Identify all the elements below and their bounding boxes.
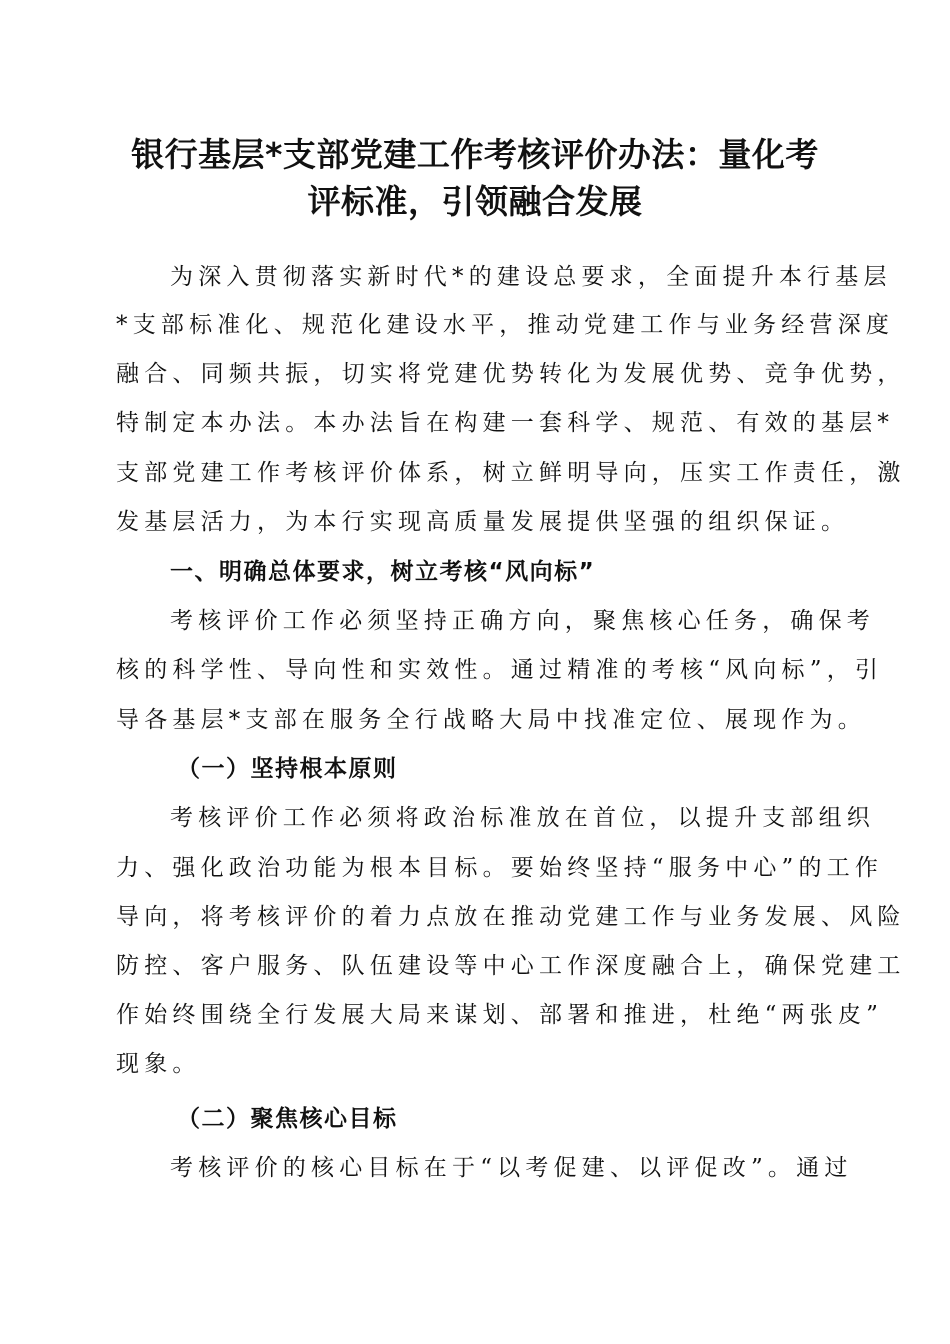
subsection-1-line-6: 现象。 xyxy=(116,1051,201,1077)
intro-line-6: 发基层活力，为本行实现高质量发展提供坚强的组织保证。 xyxy=(116,509,850,535)
subsection-1-line-1: 考核评价工作必须将政治标准放在首位，以提升支部组织 xyxy=(170,805,875,831)
subsection-2-heading: （二）聚焦核心目标 xyxy=(177,1106,398,1132)
subsection-1-line-4: 防控、客户服务、队伍建设等中心工作深度融合上，确保党建工 xyxy=(116,953,906,979)
intro-line-4: 特制定本办法。本办法旨在构建一套科学、规范、有效的基层* xyxy=(116,410,895,436)
document-title-line-2: 评标准，引领融合发展 xyxy=(307,182,643,221)
section-1-heading: 一、明确总体要求，树立考核“风向标” xyxy=(170,559,596,585)
intro-line-3: 融合、同频共振，切实将党建优势转化为发展优势、竞争优势， xyxy=(116,361,906,387)
subsection-1-line-3: 导向，将考核评价的着力点放在推动党建工作与业务发展、风险 xyxy=(116,904,906,930)
subsection-1-heading: （一）坚持根本原则 xyxy=(177,756,398,782)
intro-line-2: *支部标准化、规范化建设水平，推动党建工作与业务经营深度 xyxy=(116,312,895,338)
section-1-line-3: 导各基层*支部在服务全行战略大局中找准定位、展现作为。 xyxy=(116,707,866,733)
subsection-1-line-2: 力、强化政治功能为根本目标。要始终坚持“服务中心”的工作 xyxy=(116,855,884,881)
intro-line-5: 支部党建工作考核评价体系，树立鲜明导向，压实工作责任，激 xyxy=(116,460,906,486)
document-title-line-1: 银行基层*支部党建工作考核评价办法：量化考 xyxy=(131,135,819,174)
section-1-line-2: 核的科学性、导向性和实效性。通过精准的考核“风向标”，引 xyxy=(116,657,884,683)
subsection-2-line-1: 考核评价的核心目标在于“以考促建、以评促改”。通过 xyxy=(170,1155,853,1181)
subsection-1-line-5: 作始终围绕全行发展大局来谋划、部署和推进，杜绝“两张皮” xyxy=(116,1002,884,1028)
section-1-line-1: 考核评价工作必须坚持正确方向，聚焦核心任务，确保考 xyxy=(170,608,875,634)
intro-line-1: 为深入贯彻落实新时代*的建设总要求，全面提升本行基层 xyxy=(170,264,892,290)
